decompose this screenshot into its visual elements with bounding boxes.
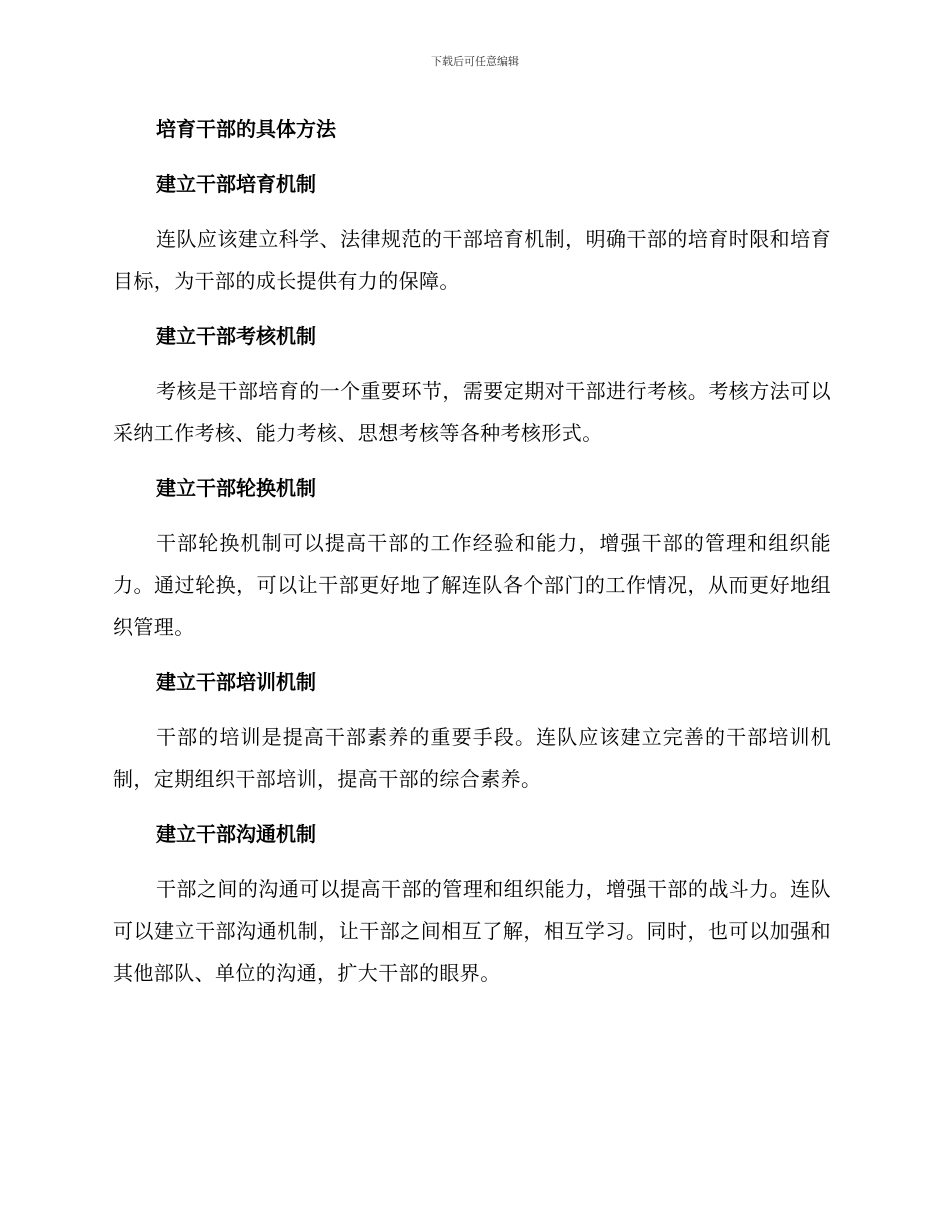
section-body: 干部的培训是提高干部素养的重要手段。连队应该建立完善的干部培训机制，定期组织干部培训，提高干部的综合素养。: [113, 725, 831, 791]
section-heading: 建立干部考核机制: [156, 324, 316, 348]
section-heading: 建立干部轮换机制: [156, 476, 316, 500]
section-body: 干部轮换机制可以提高干部的工作经验和能力，增强干部的管理和组织能力。通过轮换，可以让干部更好地了解连队各个部门的工作情况，从而更好地组织管理。: [113, 531, 831, 639]
section-body: 连队应该建立科学、法律规范的干部培育机制，明确干部的培育时限和培育目标，为干部的成长提供有力的保障。: [113, 227, 831, 293]
section-body: 干部之间的沟通可以提高干部的管理和组织能力，增强干部的战斗力。连队可以建立干部沟通机制，让干部之间相互了解，相互学习。同时，也可以加强和其他部队、单位的沟通，扩大干部的眼界。: [113, 877, 831, 985]
document-title: 培育干部的具体方法: [156, 117, 336, 141]
page-header-note: 下载后可任意编辑: [431, 55, 519, 68]
section-heading: 建立干部培育机制: [156, 172, 316, 196]
document-content: [113, 108, 831, 1007]
section-heading: 建立干部培训机制: [156, 670, 316, 694]
section-body: 考核是干部培育的一个重要环节，需要定期对干部进行考核。考核方法可以采纳工作考核、能力考核、思想考核等各种考核形式。: [113, 379, 831, 445]
section-heading: 建立干部沟通机制: [156, 822, 316, 846]
